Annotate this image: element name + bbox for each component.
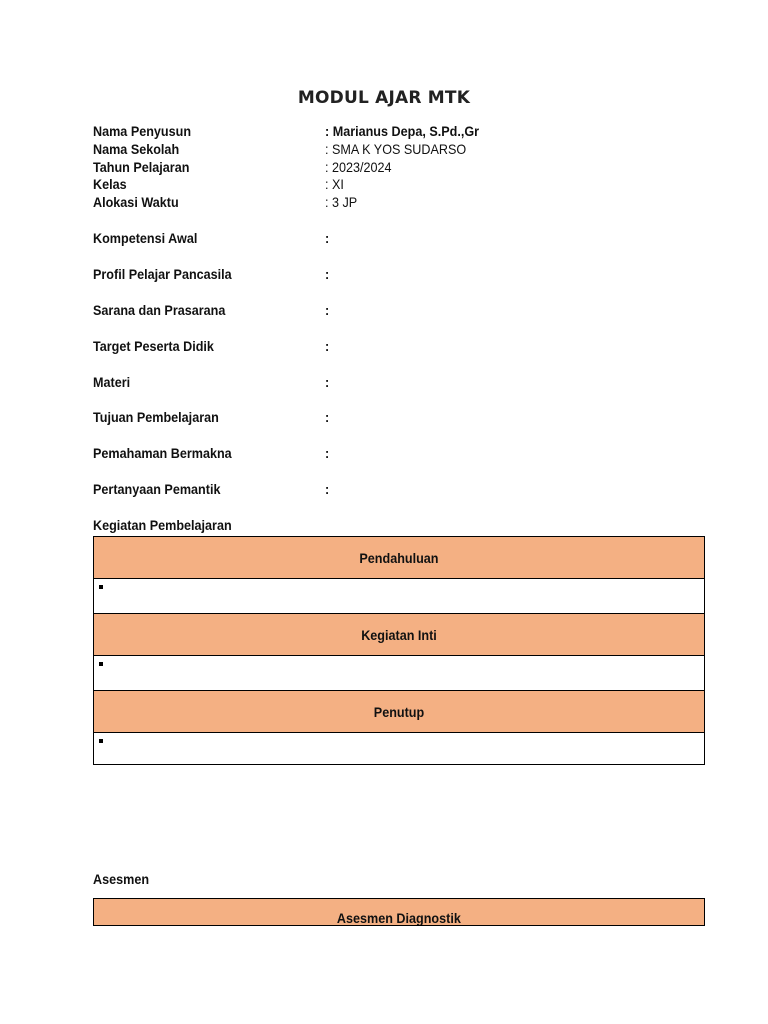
identity-value-alokasi: : 3 JP	[325, 194, 358, 210]
field-value-tujuan: :	[325, 409, 330, 425]
kegiatan-heading: Kegiatan Pembelajaran	[93, 517, 232, 533]
asesmen-section-header	[93, 898, 705, 926]
field-value-kompetensi-awal: :	[325, 230, 330, 246]
field-value-materi: :	[325, 374, 330, 390]
asesmen-heading: Asesmen	[93, 871, 150, 887]
field-label-profil-pelajar: Profil Pelajar Pancasila	[93, 266, 232, 282]
kegiatan-section-header	[94, 691, 704, 733]
field-value-pertanyaan: :	[325, 481, 330, 497]
identity-label-alokasi: Alokasi Waktu	[93, 194, 179, 210]
kegiatan-section-header	[94, 537, 704, 579]
field-value-sarana: :	[325, 302, 330, 318]
kegiatan-section-title: Pendahuluan	[359, 549, 439, 566]
field-label-kompetensi-awal: Kompetensi Awal	[93, 230, 198, 246]
identity-label-kelas: Kelas	[93, 176, 127, 192]
bullet-icon	[99, 585, 103, 589]
field-value-profil-pelajar: :	[325, 266, 330, 282]
field-label-target: Target Peserta Didik	[93, 338, 214, 354]
bullet-icon	[99, 739, 103, 743]
identity-label-penyusun: Nama Penyusun	[93, 123, 192, 139]
asesmen-section-title: Asesmen Diagnostik	[337, 910, 461, 926]
identity-label-sekolah: Nama Sekolah	[93, 141, 180, 157]
kegiatan-section-title: Kegiatan Inti	[361, 626, 437, 643]
kegiatan-section-body[interactable]	[94, 656, 704, 691]
kegiatan-table	[93, 536, 705, 765]
bullet-icon	[99, 662, 103, 666]
kegiatan-section-title: Penutup	[373, 703, 425, 720]
field-label-sarana: Sarana dan Prasarana	[93, 302, 226, 318]
identity-value-tahun: : 2023/2024	[325, 159, 392, 175]
field-label-pemahaman: Pemahaman Bermakna	[93, 445, 232, 461]
field-label-tujuan: Tujuan Pembelajaran	[93, 409, 219, 425]
kegiatan-section-body[interactable]	[94, 579, 704, 614]
field-value-pemahaman: :	[325, 445, 330, 461]
field-value-target: :	[325, 338, 330, 354]
kegiatan-section-header	[94, 614, 704, 656]
page-title: MODUL AJAR MTK	[297, 88, 471, 108]
kegiatan-section-body[interactable]	[94, 733, 704, 764]
field-label-pertanyaan: Pertanyaan Pemantik	[93, 481, 221, 497]
identity-value-sekolah: : SMA K YOS SUDARSO	[325, 141, 467, 157]
identity-value-penyusun: : Marianus Depa, S.Pd.,Gr	[325, 123, 480, 139]
identity-label-tahun: Tahun Pelajaran	[93, 159, 190, 175]
field-label-materi: Materi	[93, 374, 131, 390]
identity-value-kelas: : XI	[325, 176, 344, 192]
